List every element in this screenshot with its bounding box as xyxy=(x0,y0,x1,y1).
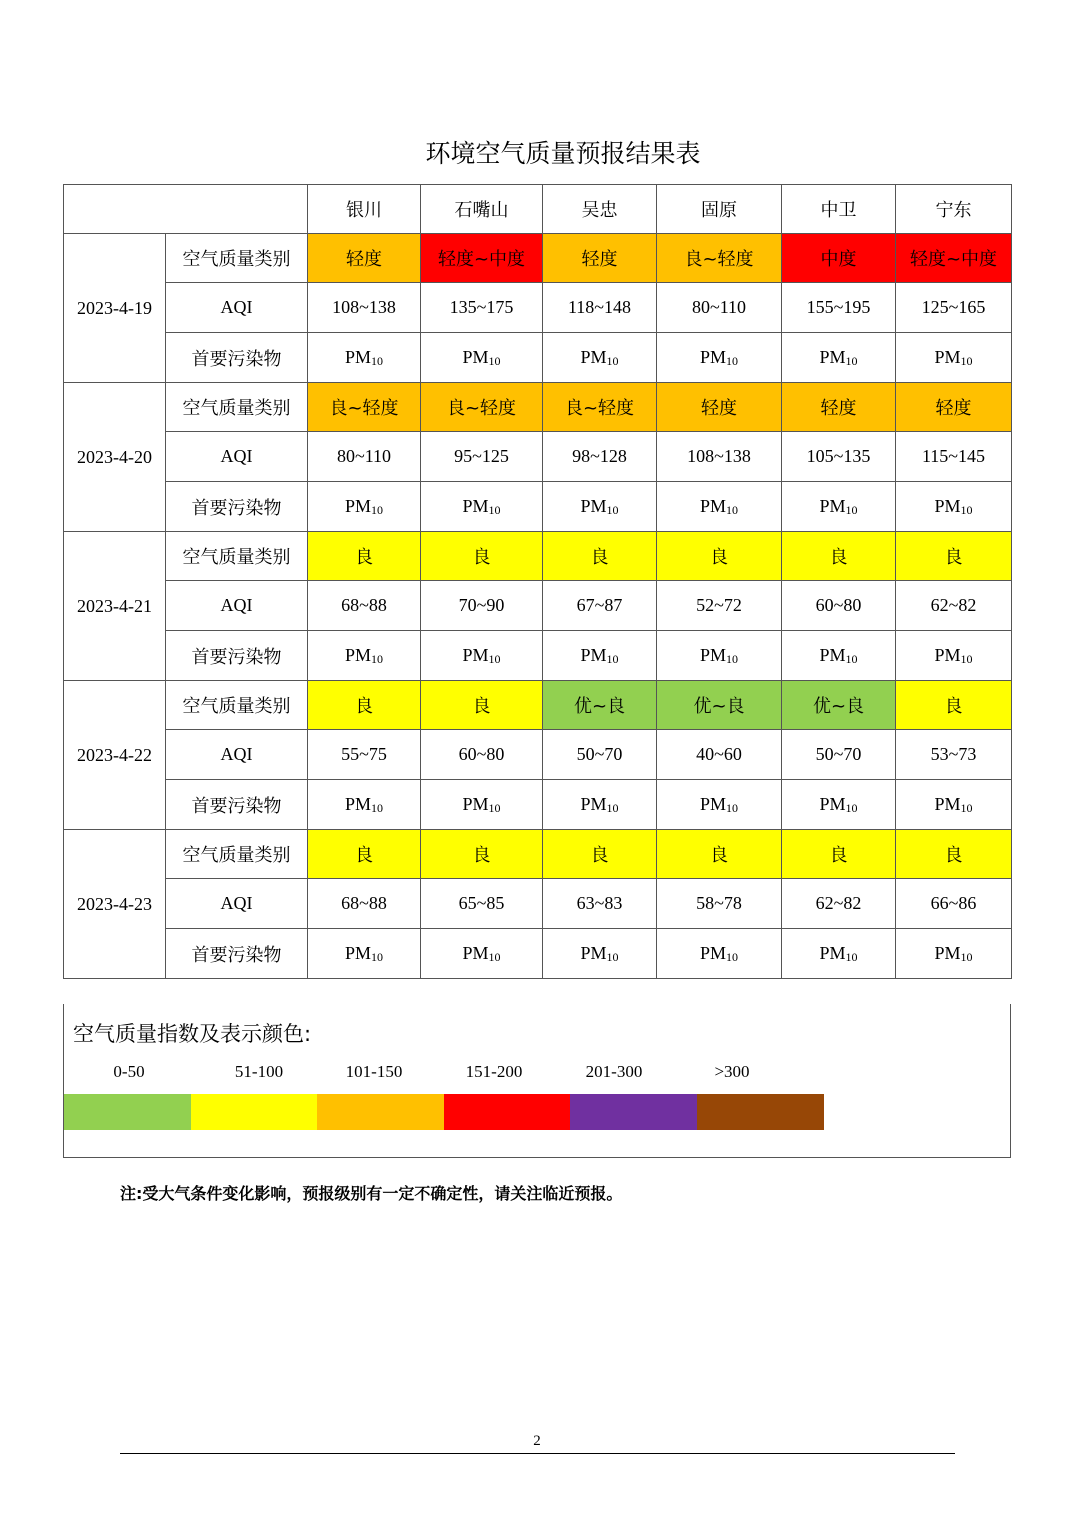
pollutant-subscript: 10 xyxy=(606,353,619,368)
pollutant-name: PM xyxy=(699,346,726,367)
row-label-category: 空气质量类别 xyxy=(166,830,308,879)
primary-pollutant-cell xyxy=(543,482,657,532)
primary-pollutant-cell xyxy=(896,482,1012,532)
primary-pollutant-cell xyxy=(543,333,657,383)
legend-color-swatch xyxy=(64,1094,191,1130)
pollutant-name: PM xyxy=(819,942,846,963)
legend-color-swatch xyxy=(444,1094,571,1130)
air-quality-category-cell: 良 xyxy=(782,532,896,581)
pollutant-subscript: 10 xyxy=(960,949,973,964)
pollutant-name: PM xyxy=(699,495,726,516)
primary-pollutant-cell xyxy=(308,482,421,532)
air-quality-category-cell: 良 xyxy=(308,681,421,730)
pollutant-name: PM xyxy=(344,942,371,963)
pollutant-subscript: 10 xyxy=(845,949,858,964)
pollutant-subscript: 10 xyxy=(845,353,858,368)
aqi-value-cell: 70~90 xyxy=(421,581,543,631)
air-quality-category-cell: 轻度 xyxy=(896,383,1012,432)
legend-range-label: 101-150 xyxy=(345,1062,403,1081)
air-quality-category-cell: 良 xyxy=(308,830,421,879)
aqi-value-cell: 67~87 xyxy=(543,581,657,631)
aqi-value-cell: 108~138 xyxy=(657,432,782,482)
primary-pollutant-cell xyxy=(896,929,1012,979)
legend-color-swatch xyxy=(317,1094,444,1130)
pollutant-subscript: 10 xyxy=(488,502,501,517)
pollutant-name: PM xyxy=(934,644,961,665)
aqi-value-cell: 68~88 xyxy=(308,581,421,631)
primary-pollutant-cell xyxy=(543,929,657,979)
pollutant-name: PM xyxy=(580,495,607,516)
pollutant-name: PM xyxy=(580,346,607,367)
air-quality-category-cell: 轻度~中度 xyxy=(896,234,1012,283)
row-label-aqi: AQI xyxy=(166,879,308,929)
pollutant-name: PM xyxy=(819,495,846,516)
pollutant-subscript: 10 xyxy=(371,651,383,666)
row-label-aqi: AQI xyxy=(166,432,308,482)
air-quality-category-cell: 良 xyxy=(421,681,543,730)
air-quality-category-cell: 良 xyxy=(896,532,1012,581)
aqi-value-cell: 52~72 xyxy=(657,581,782,631)
pollutant-name: PM xyxy=(934,346,961,367)
air-quality-category-cell: 良 xyxy=(657,830,782,879)
primary-pollutant-cell xyxy=(308,929,421,979)
page-title: 环境空气质量预报结果表 xyxy=(425,139,701,168)
air-quality-category-cell: 轻度 xyxy=(782,383,896,432)
primary-pollutant-cell xyxy=(782,929,896,979)
city-header: 石嘴山 xyxy=(421,185,543,234)
forecast-date: 2023-4-23 xyxy=(64,830,166,979)
pollutant-subscript: 10 xyxy=(488,800,501,815)
aqi-value-cell: 60~80 xyxy=(421,730,543,780)
aqi-value-cell: 95~125 xyxy=(421,432,543,482)
primary-pollutant-cell xyxy=(782,482,896,532)
city-header: 宁东 xyxy=(896,185,1012,234)
primary-pollutant-cell xyxy=(543,631,657,681)
aqi-value-cell: 80~110 xyxy=(657,283,782,333)
row-label-category: 空气质量类别 xyxy=(166,234,308,283)
air-quality-category-cell: 良 xyxy=(782,830,896,879)
row-label-pollutant: 首要污染物 xyxy=(166,780,308,830)
aqi-value-cell: 135~175 xyxy=(421,283,543,333)
pollutant-name: PM xyxy=(580,644,607,665)
forecast-date: 2023-4-19 xyxy=(64,234,166,383)
primary-pollutant-cell xyxy=(657,333,782,383)
aqi-value-cell: 58~78 xyxy=(657,879,782,929)
aqi-value-cell: 80~110 xyxy=(308,432,421,482)
aqi-value-cell: 50~70 xyxy=(543,730,657,780)
primary-pollutant-cell xyxy=(421,333,543,383)
pollutant-subscript: 10 xyxy=(371,353,383,368)
air-quality-category-cell: 良~轻度 xyxy=(657,234,782,283)
pollutant-subscript: 10 xyxy=(845,502,858,517)
pollutant-name: PM xyxy=(462,644,489,665)
pollutant-subscript: 10 xyxy=(726,502,738,517)
pollutant-subscript: 10 xyxy=(606,949,619,964)
row-label-aqi: AQI xyxy=(166,730,308,780)
pollutant-name: PM xyxy=(699,942,726,963)
primary-pollutant-cell xyxy=(657,780,782,830)
row-label-aqi: AQI xyxy=(166,283,308,333)
air-quality-category-cell: 良~轻度 xyxy=(421,383,543,432)
pollutant-subscript: 10 xyxy=(960,800,973,815)
aqi-value-cell: 55~75 xyxy=(308,730,421,780)
forecast-date: 2023-4-21 xyxy=(64,532,166,681)
pollutant-name: PM xyxy=(462,942,489,963)
aqi-value-cell: 125~165 xyxy=(896,283,1012,333)
air-quality-category-cell: 优~良 xyxy=(657,681,782,730)
pollutant-subscript: 10 xyxy=(371,800,383,815)
air-quality-category-cell: 良 xyxy=(657,532,782,581)
air-quality-category-cell: 良~轻度 xyxy=(308,383,421,432)
pollutant-subscript: 10 xyxy=(960,353,973,368)
air-quality-category-cell: 轻度 xyxy=(543,234,657,283)
primary-pollutant-cell xyxy=(421,631,543,681)
row-label-category: 空气质量类别 xyxy=(166,383,308,432)
primary-pollutant-cell xyxy=(896,333,1012,383)
legend-range-label: 201-300 xyxy=(585,1062,643,1081)
pollutant-subscript: 10 xyxy=(726,800,738,815)
legend-color-swatch xyxy=(570,1094,697,1130)
primary-pollutant-cell xyxy=(657,929,782,979)
header-blank-cell xyxy=(64,185,308,234)
air-quality-category-cell: 良 xyxy=(308,532,421,581)
pollutant-name: PM xyxy=(934,942,961,963)
pollutant-subscript: 10 xyxy=(371,502,383,517)
legend-range-label: 151-200 xyxy=(465,1062,523,1081)
pollutant-name: PM xyxy=(580,793,607,814)
pollutant-subscript: 10 xyxy=(606,651,619,666)
pollutant-name: PM xyxy=(462,346,489,367)
pollutant-subscript: 10 xyxy=(960,502,973,517)
aqi-value-cell: 118~148 xyxy=(543,283,657,333)
pollutant-name: PM xyxy=(699,644,726,665)
aqi-value-cell: 62~82 xyxy=(782,879,896,929)
legend-range-label: 0-50 xyxy=(113,1062,145,1081)
aqi-value-cell: 50~70 xyxy=(782,730,896,780)
pollutant-name: PM xyxy=(344,346,371,367)
pollutant-subscript: 10 xyxy=(488,353,501,368)
aqi-value-cell: 63~83 xyxy=(543,879,657,929)
page-number: 2 xyxy=(533,1433,541,1449)
forecast-table xyxy=(63,184,1012,979)
pollutant-name: PM xyxy=(699,793,726,814)
aqi-value-cell: 98~128 xyxy=(543,432,657,482)
pollutant-name: PM xyxy=(344,644,371,665)
primary-pollutant-cell xyxy=(657,631,782,681)
primary-pollutant-cell xyxy=(308,631,421,681)
row-label-pollutant: 首要污染物 xyxy=(166,333,308,383)
pollutant-subscript: 10 xyxy=(726,651,738,666)
city-header: 中卫 xyxy=(782,185,896,234)
primary-pollutant-cell xyxy=(308,780,421,830)
primary-pollutant-cell xyxy=(543,780,657,830)
city-header: 吴忠 xyxy=(543,185,657,234)
pollutant-subscript: 10 xyxy=(726,949,738,964)
primary-pollutant-cell xyxy=(782,333,896,383)
pollutant-name: PM xyxy=(819,346,846,367)
pollutant-subscript: 10 xyxy=(960,651,973,666)
aqi-value-cell: 68~88 xyxy=(308,879,421,929)
aqi-value-cell: 108~138 xyxy=(308,283,421,333)
primary-pollutant-cell xyxy=(782,780,896,830)
aqi-value-cell: 105~135 xyxy=(782,432,896,482)
legend-title: 空气质量指数及表示颜色: xyxy=(73,1022,312,1046)
aqi-value-cell: 62~82 xyxy=(896,581,1012,631)
air-quality-category-cell: 良 xyxy=(421,830,543,879)
pollutant-subscript: 10 xyxy=(845,800,858,815)
pollutant-subscript: 10 xyxy=(488,949,501,964)
air-quality-category-cell: 良 xyxy=(543,830,657,879)
row-label-category: 空气质量类别 xyxy=(166,532,308,581)
aqi-value-cell: 65~85 xyxy=(421,879,543,929)
aqi-value-cell: 60~80 xyxy=(782,581,896,631)
pollutant-name: PM xyxy=(819,644,846,665)
aqi-value-cell: 155~195 xyxy=(782,283,896,333)
primary-pollutant-cell xyxy=(782,631,896,681)
pollutant-name: PM xyxy=(934,793,961,814)
forecast-date: 2023-4-22 xyxy=(64,681,166,830)
footer-rule xyxy=(120,1453,955,1454)
primary-pollutant-cell xyxy=(421,780,543,830)
aqi-value-cell: 66~86 xyxy=(896,879,1012,929)
legend-range-label: >300 xyxy=(714,1062,750,1081)
pollutant-name: PM xyxy=(934,495,961,516)
air-quality-category-cell: 轻度 xyxy=(657,383,782,432)
pollutant-name: PM xyxy=(344,793,371,814)
air-quality-category-cell: 轻度 xyxy=(308,234,421,283)
primary-pollutant-cell xyxy=(896,780,1012,830)
primary-pollutant-cell xyxy=(421,482,543,532)
aqi-value-cell: 115~145 xyxy=(896,432,1012,482)
row-label-aqi: AQI xyxy=(166,581,308,631)
aqi-color-legend xyxy=(63,1004,1011,1158)
pollutant-name: PM xyxy=(462,495,489,516)
aqi-value-cell: 53~73 xyxy=(896,730,1012,780)
pollutant-subscript: 10 xyxy=(845,651,858,666)
air-quality-category-cell: 优~良 xyxy=(543,681,657,730)
air-quality-category-cell: 良~轻度 xyxy=(543,383,657,432)
air-quality-category-cell: 良 xyxy=(421,532,543,581)
row-label-pollutant: 首要污染物 xyxy=(166,482,308,532)
legend-color-swatch xyxy=(191,1094,318,1130)
pollutant-subscript: 10 xyxy=(371,949,383,964)
pollutant-name: PM xyxy=(344,495,371,516)
aqi-value-cell: 40~60 xyxy=(657,730,782,780)
legend-color-swatch xyxy=(697,1094,824,1130)
row-label-pollutant: 首要污染物 xyxy=(166,631,308,681)
air-quality-category-cell: 良 xyxy=(896,681,1012,730)
legend-range-label: 51-100 xyxy=(234,1062,284,1081)
forecast-date: 2023-4-20 xyxy=(64,383,166,532)
pollutant-name: PM xyxy=(819,793,846,814)
city-header: 固原 xyxy=(657,185,782,234)
pollutant-name: PM xyxy=(462,793,489,814)
air-quality-category-cell: 中度 xyxy=(782,234,896,283)
air-quality-category-cell: 良 xyxy=(543,532,657,581)
primary-pollutant-cell xyxy=(421,929,543,979)
pollutant-subscript: 10 xyxy=(726,353,738,368)
air-quality-category-cell: 优~良 xyxy=(782,681,896,730)
city-header: 银川 xyxy=(308,185,421,234)
air-quality-category-cell: 轻度~中度 xyxy=(421,234,543,283)
pollutant-subscript: 10 xyxy=(606,502,619,517)
pollutant-subscript: 10 xyxy=(606,800,619,815)
pollutant-name: PM xyxy=(580,942,607,963)
pollutant-subscript: 10 xyxy=(488,651,501,666)
forecast-note: 注:受大气条件变化影响，预报级别有一定不确定性，请关注临近预报。 xyxy=(120,1184,623,1203)
primary-pollutant-cell xyxy=(896,631,1012,681)
primary-pollutant-cell xyxy=(657,482,782,532)
row-label-pollutant: 首要污染物 xyxy=(166,929,308,979)
air-quality-category-cell: 良 xyxy=(896,830,1012,879)
primary-pollutant-cell xyxy=(308,333,421,383)
row-label-category: 空气质量类别 xyxy=(166,681,308,730)
